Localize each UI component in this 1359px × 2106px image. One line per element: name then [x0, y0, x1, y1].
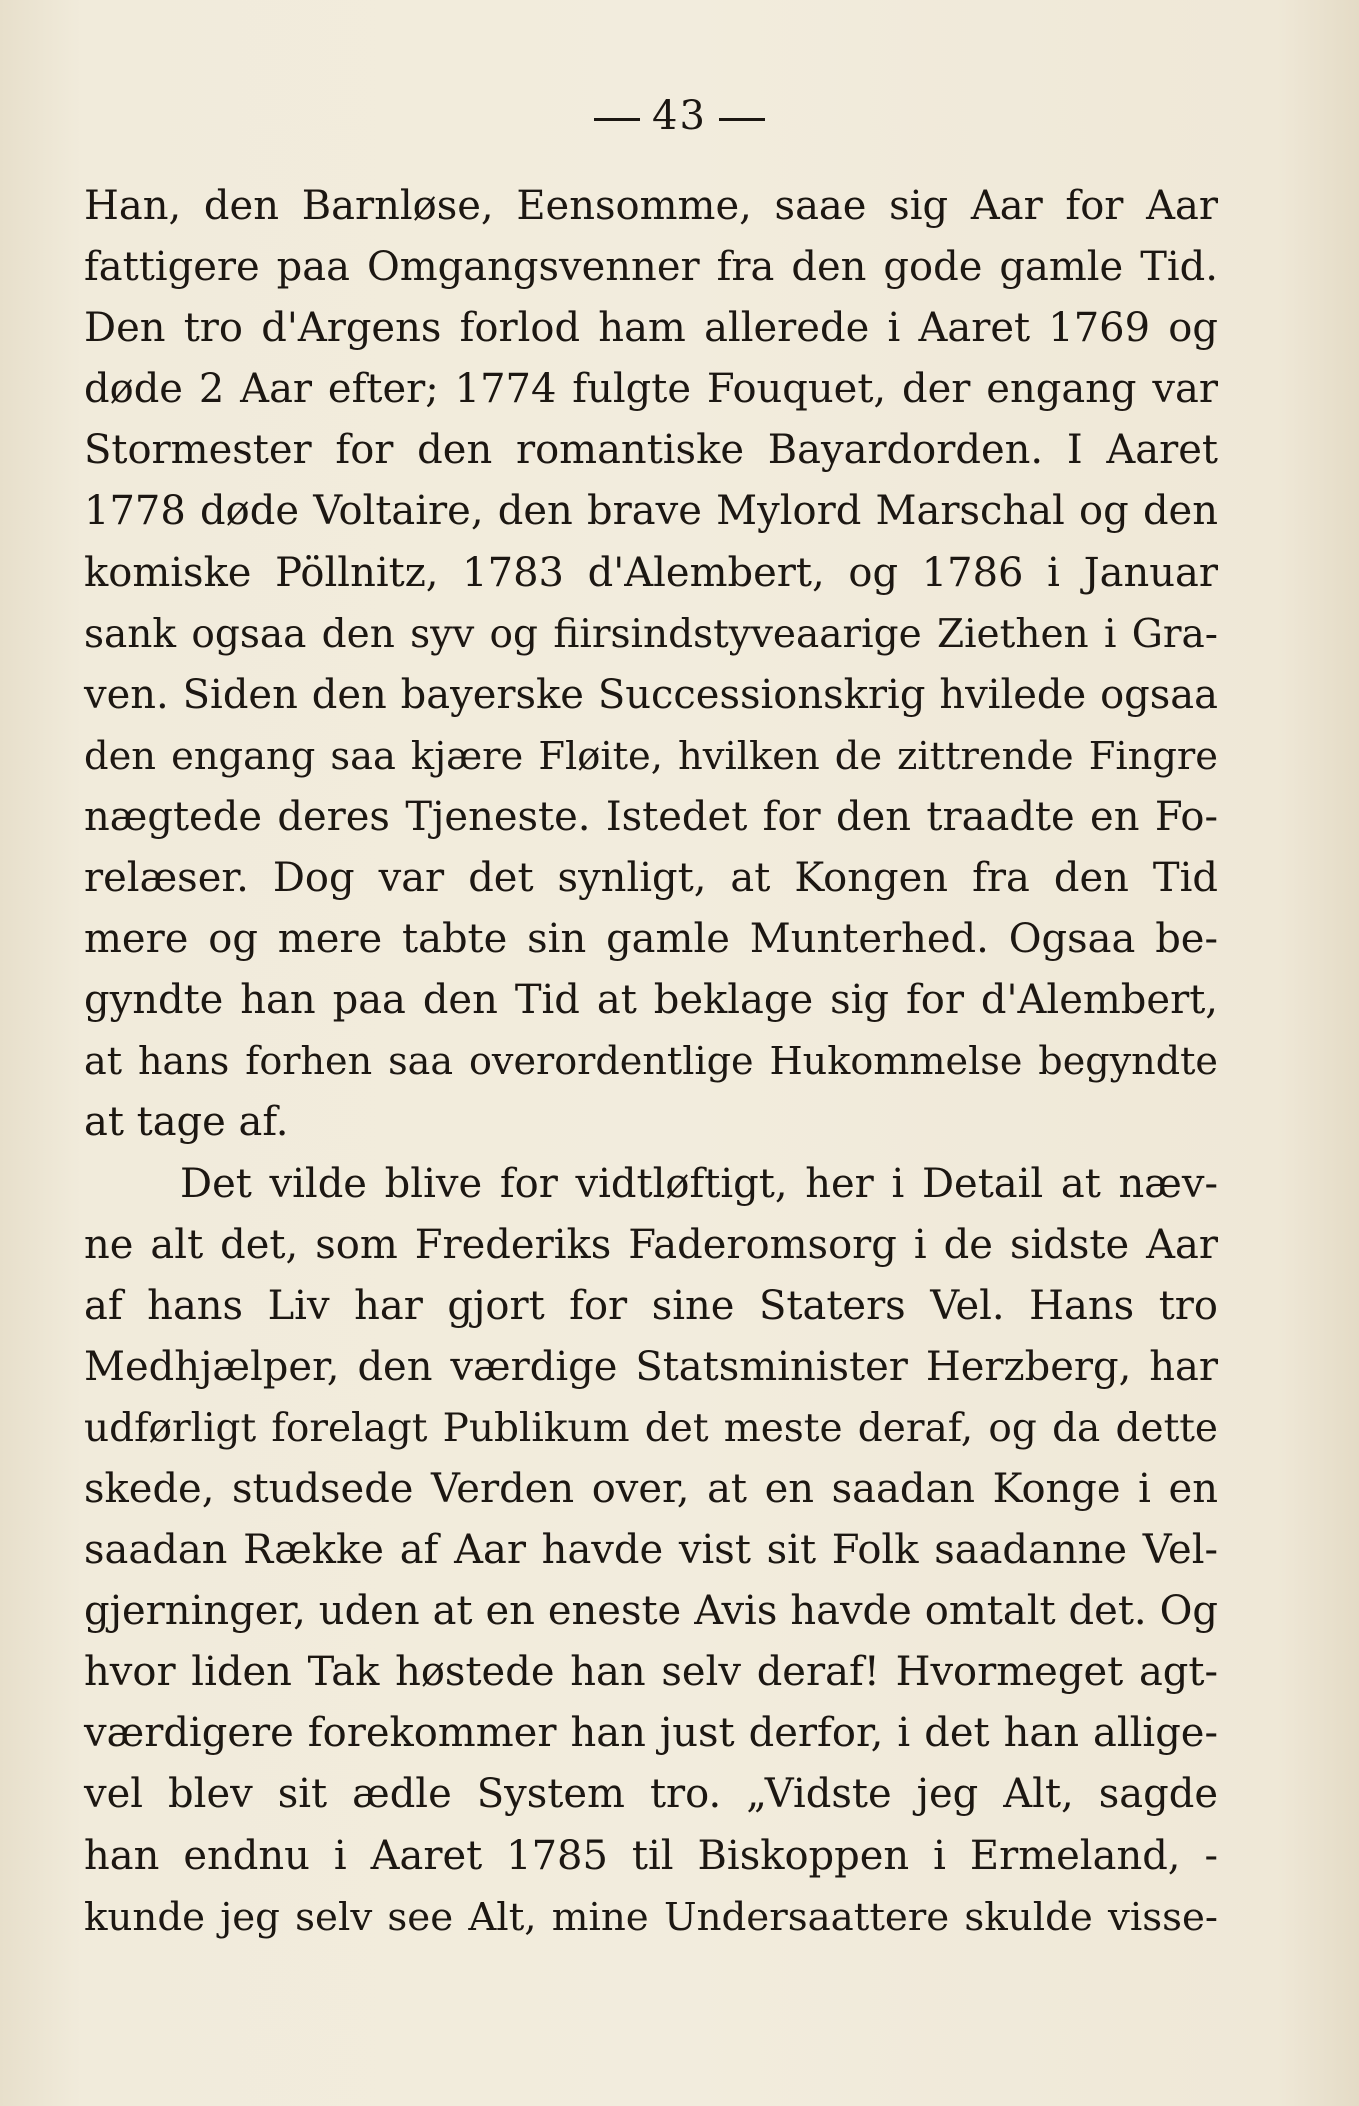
paragraph-start-line: Det vilde blive for vidtløftigt, her i Detail at næv- — [180, 1160, 1218, 1207]
header-dash-right — [719, 118, 765, 121]
text-line: gyndte han paa den Tid at beklage sig for d'Alembert, — [84, 977, 1218, 1024]
body-text — [84, 176, 1218, 1948]
text-line: 1778 døde Voltaire, den brave Mylord Marschal og den — [84, 488, 1218, 535]
text-line: Stormester for den romantiske Bayardorden. I Aaret — [84, 427, 1218, 474]
text-line: han endnu i Aaret 1785 til Biskoppen i Ermeland, - — [84, 1832, 1218, 1879]
text-line: relæser. Dog var det synligt, at Kongen fra den Tid — [84, 855, 1218, 902]
text-line: af hans Liv har gjort for sine Staters Vel. Hans tro — [84, 1282, 1218, 1329]
header-dash-left — [594, 118, 640, 121]
paragraph-end-line: at tage af. — [84, 1099, 289, 1146]
text-line: at hans forhen saa overordentlige Hukommelse begyndte — [84, 1039, 1218, 1084]
text-line: saadan Række af Aar havde vist sit Folk saadanne Vel- — [84, 1527, 1218, 1574]
text-line: ven. Siden den bayerske Successionskrig hvilede ogsaa — [84, 671, 1218, 718]
text-line: fattigere paa Omgangsvenner fra den gode gamle Tid. — [84, 244, 1218, 291]
text-line: hvor liden Tak høstede han selv deraf! Hvormeget agt- — [84, 1649, 1218, 1696]
text-line: nægtede deres Tjeneste. Istedet for den traadte en Fo- — [84, 793, 1218, 840]
page-number: 43 — [652, 93, 707, 139]
text-line: Medhjælper, den værdige Statsminister Herzberg, har — [84, 1343, 1218, 1390]
text-line: vel blev sit ædle System tro. „Vidste jeg Alt, sagde — [84, 1771, 1218, 1818]
text-line: den engang saa kjære Fløite, hvilken de zittrende Fingre — [84, 733, 1218, 779]
text-line: døde 2 Aar efter; 1774 fulgte Fouquet, der engang var — [84, 366, 1218, 413]
text-line: mere og mere tabte sin gamle Munterhed. Ogsaa be- — [84, 916, 1218, 963]
text-line: udførligt forelagt Publikum det meste deraf, og da dette — [84, 1405, 1218, 1451]
text-line: Han, den Barnløse, Eensomme, saae sig Aar for Aar — [84, 183, 1218, 229]
text-line: ne alt det, som Frederiks Faderomsorg i de sidste Aar — [84, 1221, 1218, 1268]
text-line: kunde jeg selv see Alt, mine Undersaattere skulde visse- — [84, 1894, 1218, 1940]
text-line: skede, studsede Verden over, at en saadan Konge i en — [84, 1465, 1218, 1512]
page-header — [0, 88, 1359, 144]
text-line: sank ogsaa den syv og fiirsindstyveaarige Ziethen i Gra- — [84, 611, 1218, 657]
text-line: Den tro d'Argens forlod ham allerede i Aaret 1769 og — [84, 305, 1218, 352]
text-line: værdigere forekommer han just derfor, i det han allige- — [84, 1710, 1218, 1757]
text-line: gjerninger, uden at en eneste Avis havde omtalt det. Og — [84, 1588, 1218, 1635]
text-line: komiske Pöllnitz, 1783 d'Alembert, og 1786 i Januar — [84, 549, 1218, 596]
